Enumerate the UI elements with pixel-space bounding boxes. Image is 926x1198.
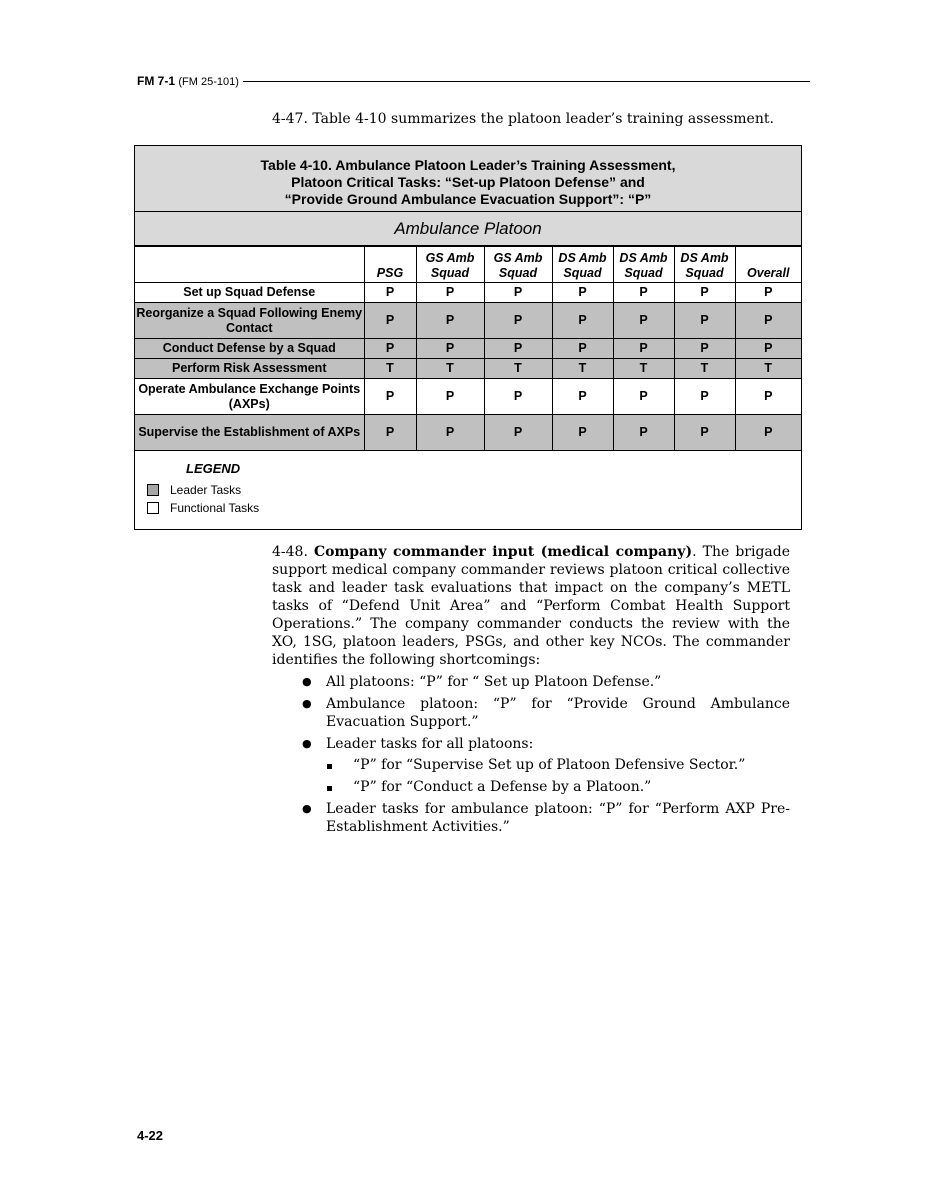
- sub-list: [326, 756, 790, 796]
- paragraph-number: 4-48.: [272, 544, 308, 560]
- rating-cell: P: [674, 415, 735, 451]
- rating-cell: P: [364, 415, 416, 451]
- table-row: [135, 303, 801, 339]
- legend-label: Leader Tasks: [170, 483, 242, 497]
- rating-cell: P: [674, 283, 735, 303]
- column-header: DS Amb Squad: [674, 247, 735, 283]
- column-header: Overall: [735, 247, 801, 283]
- rating-cell: P: [613, 415, 674, 451]
- rating-cell: P: [735, 339, 801, 359]
- table-unit-heading: Ambulance Platoon: [135, 212, 801, 246]
- rating-cell: P: [613, 283, 674, 303]
- list-item: ● All platoons: “P” for “ Set up Platoon Defense.”: [300, 673, 790, 691]
- table-row: [135, 379, 801, 415]
- list-item: ● Ambulance platoon: “P” for “Provide Ground Ambulance Evacuation Support.”: [300, 695, 790, 731]
- table-header-row: [135, 247, 801, 283]
- rating-cell: P: [416, 303, 484, 339]
- sub-list-item: “P” for “Conduct a Defense by a Platoon.”: [326, 778, 790, 796]
- rating-cell: P: [364, 339, 416, 359]
- table-row: [135, 415, 801, 451]
- rating-cell: P: [484, 379, 552, 415]
- rating-cell: P: [552, 303, 613, 339]
- assessment-table: [134, 145, 802, 530]
- rating-cell: P: [484, 283, 552, 303]
- rating-cell: P: [364, 303, 416, 339]
- intro-paragraph: 4-47. Table 4-10 summarizes the platoon leader’s training assessment.: [272, 111, 774, 127]
- rating-cell: P: [735, 379, 801, 415]
- column-header: PSG: [364, 247, 416, 283]
- rating-cell: P: [484, 303, 552, 339]
- table-title-line: Table 4-10. Ambulance Platoon Leader’s Training Assessment,: [260, 157, 676, 173]
- task-name: Reorganize a Squad Following Enemy Contact: [135, 303, 364, 339]
- shortcomings-list: [300, 673, 790, 840]
- table-title: [135, 146, 801, 212]
- task-name: Supervise the Establishment of AXPs: [135, 415, 364, 451]
- ratings-grid-body: [135, 247, 801, 451]
- paragraph-body: . The brigade support medical company commander reviews platoon critical collective task and leader task evaluations that impact on the company’s METL tasks of “Defend Unit Area” and “Perform Combat Health Support Operations.” The company commander conducts the review with the XO, 1SG, platoon leaders, PSGs, and other key NCOs. The commander identifies the following shortcomings:: [272, 544, 791, 668]
- ratings-grid: [135, 246, 801, 451]
- table-row: [135, 339, 801, 359]
- rating-cell: P: [552, 415, 613, 451]
- running-header: [137, 72, 810, 90]
- main-paragraph: [272, 543, 790, 669]
- rating-cell: P: [735, 415, 801, 451]
- task-name: Set up Squad Defense: [135, 283, 364, 303]
- legend-label: Functional Tasks: [170, 501, 260, 515]
- rating-cell: T: [364, 359, 416, 379]
- legend-item-functional: [147, 499, 801, 517]
- rating-cell: P: [416, 415, 484, 451]
- rating-cell: P: [364, 283, 416, 303]
- legend-title: LEGEND: [186, 461, 241, 476]
- rating-cell: P: [552, 379, 613, 415]
- page-number: 4-22: [137, 1128, 164, 1143]
- rating-cell: T: [674, 359, 735, 379]
- rating-cell: T: [613, 359, 674, 379]
- header-rule: [243, 81, 810, 82]
- table-title-line: Platoon Critical Tasks: “Set-up Platoon Defense” and: [291, 174, 645, 190]
- rating-cell: P: [364, 379, 416, 415]
- rating-cell: P: [735, 303, 801, 339]
- task-name: Operate Ambulance Exchange Points (AXPs): [135, 379, 364, 415]
- document-id: FM 7-1 (FM 25-101): [137, 74, 239, 88]
- rating-cell: P: [416, 283, 484, 303]
- rating-cell: T: [484, 359, 552, 379]
- rating-cell: P: [674, 303, 735, 339]
- rating-cell: T: [735, 359, 801, 379]
- column-header: DS Amb Squad: [552, 247, 613, 283]
- legend: [135, 451, 801, 517]
- rating-cell: P: [416, 379, 484, 415]
- column-header: DS Amb Squad: [613, 247, 674, 283]
- rating-cell: P: [484, 415, 552, 451]
- leader-swatch-icon: [147, 484, 159, 496]
- rating-cell: P: [613, 303, 674, 339]
- legend-item-leader: [147, 481, 801, 499]
- rating-cell: P: [674, 379, 735, 415]
- paragraph-heading: Company commander input (medical company): [314, 544, 693, 560]
- list-item: ● Leader tasks for all platoons: “P” for “Supervise Set up of Platoon Defensive Sector.” “P” for “Conduct a Defense by a Platoon.”: [300, 735, 790, 796]
- column-header: GS Amb Squad: [416, 247, 484, 283]
- column-header: GS Amb Squad: [484, 247, 552, 283]
- column-header-task: [135, 247, 364, 283]
- rating-cell: P: [674, 339, 735, 359]
- rating-cell: P: [484, 339, 552, 359]
- rating-cell: P: [613, 379, 674, 415]
- rating-cell: P: [552, 283, 613, 303]
- rating-cell: P: [735, 283, 801, 303]
- sub-list-item: “P” for “Supervise Set up of Platoon Defensive Sector.”: [326, 756, 790, 774]
- task-name: Perform Risk Assessment: [135, 359, 364, 379]
- rating-cell: P: [552, 339, 613, 359]
- rating-cell: T: [416, 359, 484, 379]
- rating-cell: P: [613, 339, 674, 359]
- table-row: [135, 283, 801, 303]
- table-title-line: “Provide Ground Ambulance Evacuation Support”: “P”: [284, 191, 652, 207]
- rating-cell: P: [416, 339, 484, 359]
- list-item: ● Leader tasks for ambulance platoon: “P” for “Perform AXP Pre-Establishment Activities.”: [300, 800, 790, 836]
- functional-swatch-icon: [147, 502, 159, 514]
- rating-cell: T: [552, 359, 613, 379]
- table-row: [135, 359, 801, 379]
- task-name: Conduct Defense by a Squad: [135, 339, 364, 359]
